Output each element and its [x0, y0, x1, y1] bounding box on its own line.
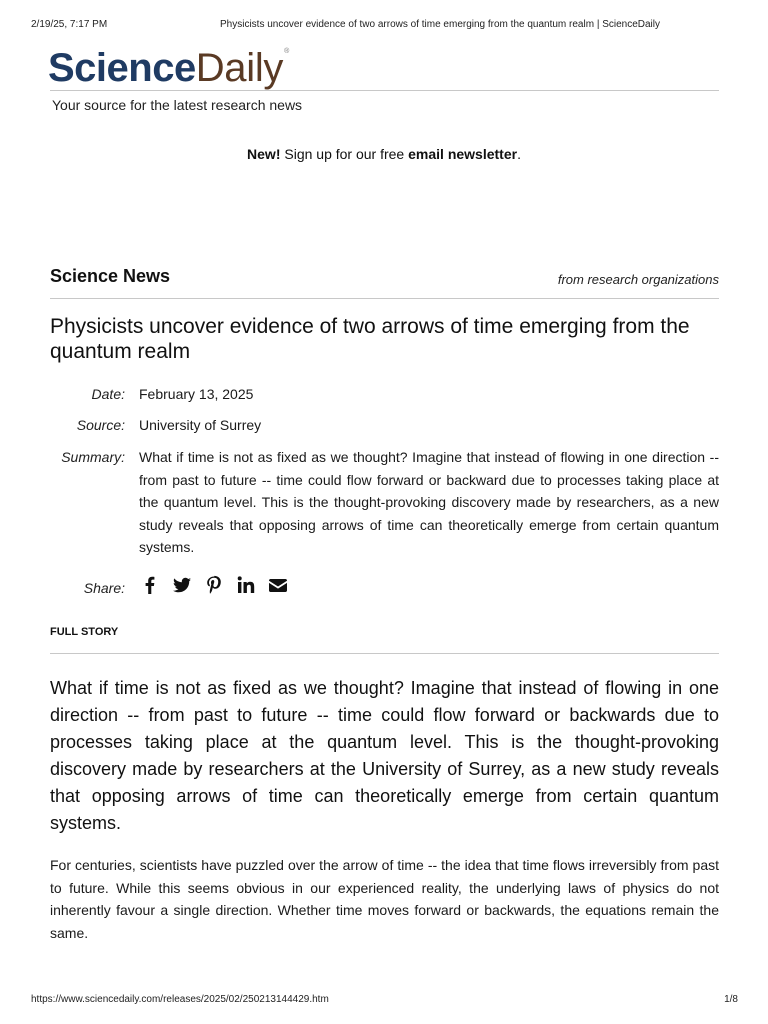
twitter-icon[interactable] [172, 575, 192, 595]
full-story-label: FULL STORY [50, 626, 119, 638]
print-url: https://www.sciencedaily.com/releases/2025/02/250213144429.htm [31, 994, 329, 1005]
print-page-number: 1/8 [724, 994, 738, 1005]
site-tagline: Your source for the latest research news [52, 97, 303, 113]
site-logo[interactable] [48, 48, 289, 88]
article-paragraph: For centuries, scientists have puzzled over the arrow of time -- the idea that time flows irreversibly from past to future. While this seems obvious in our experienced reality, the underlying laws of physics do not inherently favour a single direction. Whether time moves forward or backwards, the equations remain the same. [50, 857, 719, 941]
print-page-title: Physicists uncover evidence of two arrows of time emerging from the quantum realm | ScienceDaily [220, 19, 661, 30]
header-divider [50, 90, 719, 91]
logo-daily-text: Daily [195, 46, 284, 90]
date-value: February 13, 2025 [139, 386, 254, 402]
share-icons [140, 575, 300, 595]
email-icon[interactable] [268, 575, 288, 595]
pinterest-icon[interactable] [204, 575, 224, 595]
summary-label: Summary: [61, 449, 125, 465]
linkedin-icon[interactable] [236, 575, 256, 595]
newsletter-link[interactable]: email newsletter [408, 146, 518, 162]
newsletter-banner [0, 146, 768, 162]
source-value: University of Surrey [139, 417, 262, 433]
article-headline: Physicists uncover evidence of two arrows of time emerging from the quantum realm [50, 315, 690, 363]
date-label: Date: [91, 386, 125, 402]
source-label: Source: [76, 417, 125, 433]
newsletter-new-label: New! [247, 146, 281, 162]
section-title[interactable]: Science News [50, 266, 171, 286]
newsletter-text: Sign up for our free [280, 146, 409, 162]
share-label: Share: [83, 580, 125, 596]
full-story-divider [50, 653, 719, 654]
logo-science-text: Science [48, 46, 196, 90]
print-datetime: 2/19/25, 7:17 PM [31, 19, 108, 30]
summary-text: What if time is not as fixed as we thought? Imagine that instead of flowing in one direction -- from past to future -- time could flow forward or backward due to processes taking place at the quantum level. This is the thought-provoking discovery made by researchers, as a new study reveals that opposing arrows of time can theoretically emerge from certain quantum systems. [139, 449, 719, 555]
section-divider [50, 298, 719, 299]
article-lead-paragraph: What if time is not as fixed as we thought? Imagine that instead of flowing in one direction -- from past to future -- time could flow forward or backwards due to processes taking place at the quantum level. This is the thought-provoking discovery made by researchers at the University of Surrey, as a new study reveals that opposing arrows of time can theoretically emerge from certain quantum systems. [50, 678, 719, 833]
facebook-icon[interactable] [140, 575, 160, 595]
logo-registered-mark: ® [284, 48, 290, 55]
newsletter-period: . [517, 146, 521, 162]
section-subtitle: from research organizations [557, 272, 719, 287]
